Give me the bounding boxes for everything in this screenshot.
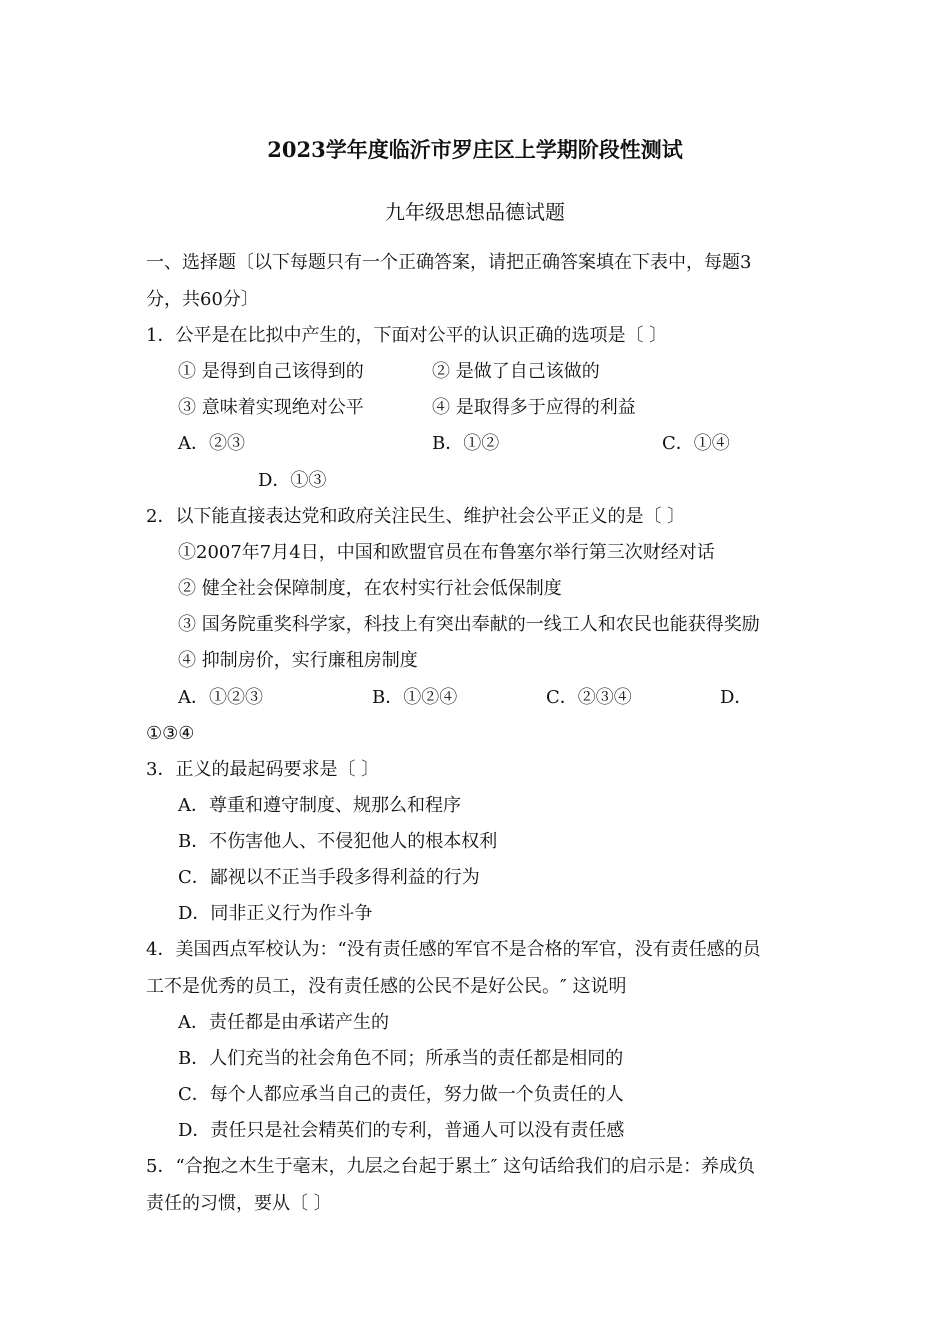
q2-item-1: ①2007年7月4日，中国和欧盟官员在布鲁塞尔举行第三次财经对话: [178, 542, 715, 563]
q4-option-d: D．责任只是社会精英们的专利，普通人可以没有责任感: [178, 1120, 625, 1141]
q3-option-b: B．不伤害他人、不侵犯他人的根本权利: [178, 831, 498, 852]
q2-stem: 2．以下能直接表达党和政府关注民生、维护社会公平正义的是〔 〕: [146, 506, 686, 527]
section-heading-cont: 分，共60分〕: [146, 289, 259, 310]
q5-stem: 5．“合抱之木生于毫末，九层之台起于累土″ 这句话给我们的启示是：养成负: [146, 1156, 756, 1177]
q1-option-d: D．①③: [258, 470, 327, 491]
q4-option-c: C．每个人都应承当自己的责任，努力做一个负责任的人: [178, 1084, 624, 1105]
q2-option-d-label: D．: [720, 687, 753, 708]
q2-item-3: ③ 国务院重奖科学家，科技上有突出奉献的一线工人和农民也能获得奖励: [178, 614, 760, 635]
section-heading: 一、选择题〔以下每题只有一个正确答案，请把正确答案填在下表中，每题3: [146, 252, 752, 273]
q2-option-c: C．②③④: [546, 687, 632, 708]
q3-stem: 3．正义的最起码要求是〔 〕: [146, 759, 380, 780]
q3-option-c: C．鄙视以不正当手段多得利益的行为: [178, 867, 480, 888]
q1-stem: 1．公平是在比拟中产生的，下面对公平的认识正确的选项是〔 〕: [146, 325, 668, 346]
q4-option-a: A．责任都是由承诺产生的: [178, 1012, 389, 1033]
q1-option-c: C．①④: [662, 433, 730, 454]
q1-item-3: ③ 意味着实现绝对公平: [178, 397, 364, 418]
q4-stem: 4．美国西点军校认为：“没有责任感的军官不是合格的军官，没有责任感的员: [146, 939, 761, 960]
q1-option-a: A．②③: [178, 433, 245, 454]
q2-item-4: ④ 抑制房价，实行廉租房制度: [178, 650, 418, 671]
q2-item-2: ② 健全社会保障制度，在农村实行社会低保制度: [178, 578, 562, 599]
q4-stem-cont: 工不是优秀的员工，没有责任感的公民不是好公民。″ 这说明: [146, 976, 627, 997]
exam-title: 2023学年度临沂市罗庄区上学期阶段性测试: [267, 137, 683, 162]
q2-option-a: A．①②③: [178, 687, 263, 708]
exam-subtitle: 九年级思想品德试题: [385, 200, 565, 224]
q1-option-b: B．①②: [432, 433, 500, 454]
q1-item-4: ④ 是取得多于应得的利益: [432, 397, 636, 418]
q1-item-2: ② 是做了自己该做的: [432, 361, 600, 382]
q1-item-1: ① 是得到自己该得到的: [178, 361, 364, 382]
q2-option-b: B．①②④: [372, 687, 458, 708]
q3-option-a: A．尊重和遵守制度、规那么和程序: [178, 795, 461, 816]
q5-stem-cont: 责任的习惯，要从〔 〕: [146, 1193, 332, 1214]
q2-option-d-value: ①③④: [146, 723, 195, 744]
q3-option-d: D．同非正义行为作斗争: [178, 903, 373, 924]
q4-option-b: B．人们充当的社会角色不同；所承当的责任都是相同的: [178, 1048, 624, 1069]
